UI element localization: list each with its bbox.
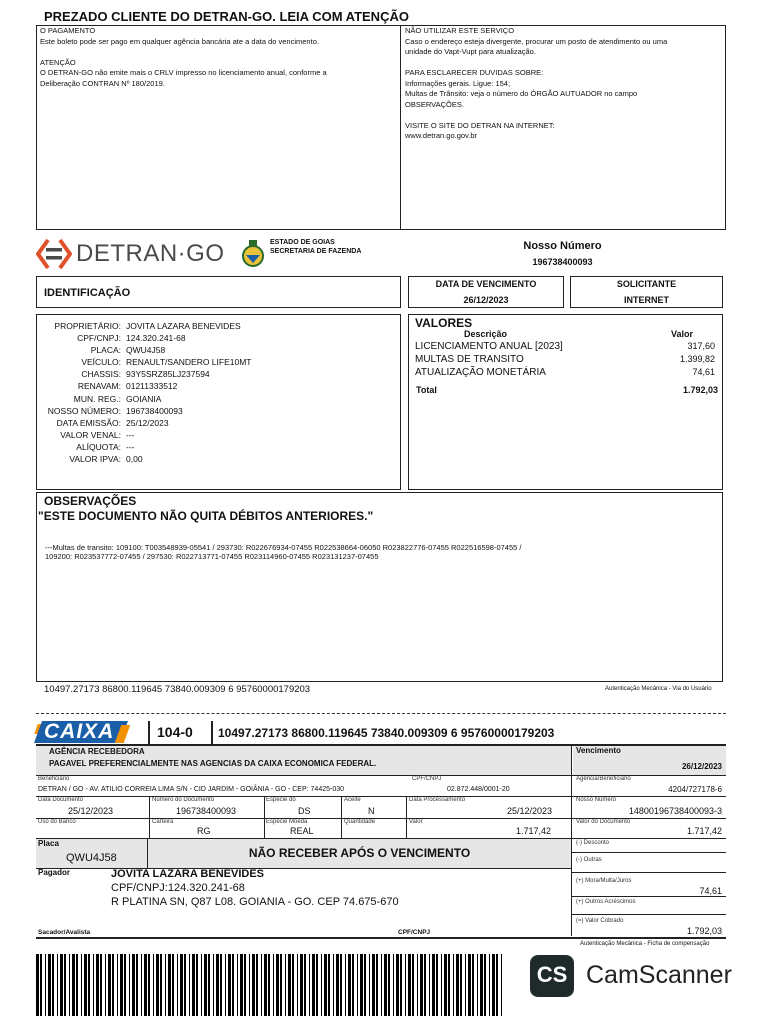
notice-left	[40, 26, 395, 89]
aceite-value: N	[368, 806, 375, 816]
cobrado-value: 1.792,03	[686, 926, 722, 936]
desconto-label: (-) Desconto	[576, 840, 610, 846]
barcode-bar	[225, 954, 226, 1016]
vencimento-box	[408, 276, 564, 308]
detail-value: ---	[126, 441, 135, 452]
identificacao-label: IDENTIFICAÇÃO	[44, 287, 131, 299]
detail-label: CHASSIS:	[81, 369, 121, 380]
barcode-bar	[328, 954, 330, 1016]
barcode-bar	[405, 954, 406, 1016]
barcode-bar	[64, 954, 66, 1016]
barcode-bar	[432, 954, 435, 1016]
detail-row	[37, 380, 397, 392]
valores-total-label: Total	[416, 385, 437, 395]
autenticacao-top: Autenticação Mecânica - Via do Usuário	[605, 686, 712, 692]
barcode-bar	[352, 954, 354, 1016]
barcode-bar	[160, 954, 162, 1016]
usobanco-label: Uso do Banco	[38, 819, 76, 825]
notice-right-line	[405, 110, 723, 121]
detail-value: QWU4J58	[126, 345, 166, 356]
barcode-bar	[285, 954, 286, 1016]
barcode-bar	[357, 954, 358, 1016]
barcode-bar	[465, 954, 466, 1016]
barcode-bar	[244, 954, 246, 1016]
notice-right-line	[405, 58, 723, 69]
detail-value: RENAULT/SANDERO LIFE10MT	[126, 357, 252, 368]
notice-left-line: Deliberação CONTRAN Nº 180/2019.	[40, 78, 165, 88]
barcode-bar	[453, 954, 454, 1016]
observacoes-line2: 109200: R023537772-07455 / 297530: R022713771-07455 R023114960-07455 R023131237-07455	[45, 552, 379, 561]
barcode-bar	[141, 954, 142, 1016]
barcode-bar	[400, 954, 402, 1016]
barcode-bar	[489, 954, 490, 1016]
valor-item-value: 317,60	[687, 341, 715, 351]
linha-digitavel-top: 10497.27173 86800.119645 73840.009309 6 95760000179203	[44, 684, 311, 695]
barcode-bar	[324, 954, 327, 1016]
barcode-bar	[316, 954, 318, 1016]
barcode-bar	[477, 954, 478, 1016]
ficha-venc-value: 26/12/2023	[681, 762, 722, 771]
barcode-bar	[120, 954, 123, 1016]
valor-item-desc: MULTAS DE TRANSITO	[415, 354, 524, 365]
detail-label: VEÍCULO:	[81, 357, 121, 368]
detail-value: 196738400093	[126, 405, 183, 416]
barcode-bar	[280, 954, 282, 1016]
agencia-value: PAGAVEL PREFERENCIALMENTE NAS AGENCIAS DA CAIXA ECONOMICA FEDERAL.	[49, 759, 377, 768]
notice-right-line: OBSERVAÇÕES.	[405, 99, 464, 109]
detail-label: DATA EMISSÃO:	[56, 417, 121, 428]
ficha-venc-label: Vencimento	[576, 746, 621, 755]
barcode-bar	[96, 954, 99, 1016]
barcode-bar	[496, 954, 498, 1016]
camscanner-watermark	[530, 955, 750, 999]
vencimento-value: 26/12/2023	[463, 295, 509, 305]
carteira-label: Carteira	[152, 819, 174, 825]
barcode-bar	[364, 954, 366, 1016]
valor-item-row	[415, 340, 715, 353]
barcode-bar	[292, 954, 294, 1016]
placa-label: Placa	[38, 839, 59, 848]
barcode-bar	[57, 954, 58, 1016]
barcode-bar	[105, 954, 106, 1016]
barcode-bar	[40, 954, 42, 1016]
agencia-label: AGÊNCIA RECEBEDORA	[49, 747, 145, 756]
valores-items	[415, 340, 715, 379]
barcode-bar	[444, 954, 447, 1016]
barcode-bar	[492, 954, 495, 1016]
barcode-bar	[273, 954, 274, 1016]
notice-left-line: Este boleto pode ser pago em qualquer agência bancária ate a data do vencimento.	[40, 36, 319, 46]
barcode-bar	[369, 954, 370, 1016]
valor-item-desc: ATUALIZAÇÃO MONETÁRIA	[415, 367, 546, 378]
detail-row	[37, 356, 397, 368]
agcod-label: Agência/Beneficiário	[576, 776, 631, 782]
numdoc-value: 196738400093	[176, 806, 237, 816]
detail-label: ALÍQUOTA:	[76, 441, 121, 452]
datadoc-value: 25/12/2023	[68, 806, 114, 816]
cut-line	[36, 713, 726, 714]
barcode-bar	[60, 954, 63, 1016]
barcode-bar	[240, 954, 243, 1016]
notice-right-line: PARA ESCLARECER DUVIDAS SOBRE:	[405, 68, 544, 77]
valor-item-row	[415, 366, 715, 379]
pagador-label: Pagador	[38, 868, 71, 877]
barcode-bar	[69, 954, 70, 1016]
barcode-bar	[93, 954, 94, 1016]
barcode-bar	[124, 954, 126, 1016]
notice-right-line: www.detran.go.gov.br	[405, 131, 477, 140]
detail-label: CPF/CNPJ:	[77, 333, 121, 344]
page-title: PREZADO CLIENTE DO DETRAN-GO. LEIA COM ATENÇÃO	[44, 9, 409, 24]
barcode-bar	[36, 954, 39, 1016]
datadoc-label: Data Documento	[38, 797, 84, 803]
nosso-label: Nosso Número	[576, 797, 617, 803]
mora-label: (+) Mora/Multa/Juros	[576, 878, 632, 884]
bank-code: 104-0	[157, 724, 193, 740]
detail-label: VALOR IPVA:	[69, 454, 121, 465]
notice-right-line: unidade do Vapt-Vupt para atualização.	[405, 47, 536, 56]
detran-logo	[36, 236, 226, 272]
detail-row	[37, 441, 397, 453]
barcode-bar	[321, 954, 322, 1016]
barcode-bar	[192, 954, 195, 1016]
state-line1: ESTADO DE GOIAS	[270, 239, 335, 246]
barcode-bar	[288, 954, 291, 1016]
barcode-bar	[297, 954, 298, 1016]
barcode-bar	[108, 954, 111, 1016]
notice-right	[405, 26, 723, 142]
barcode-bar	[429, 954, 430, 1016]
details-box	[36, 314, 401, 490]
barcode-bar	[81, 954, 82, 1016]
barcode-bar	[276, 954, 279, 1016]
dataproc-label: Data Processamento	[409, 797, 466, 803]
barcode-bar	[412, 954, 414, 1016]
barcode-bar	[249, 954, 250, 1016]
valor-value: 1.717,42	[516, 826, 552, 836]
camscanner-badge-icon	[530, 955, 574, 997]
barcode-bar	[117, 954, 118, 1016]
barcode-bar	[336, 954, 339, 1016]
observacoes-headline: "ESTE DOCUMENTO NÃO QUITA DÉBITOS ANTERIORES."	[38, 509, 374, 523]
state-emblem-icon	[240, 238, 266, 272]
pagador-name: JOVITA LAZARA BENEVIDES	[111, 868, 264, 880]
barcode-bar	[388, 954, 390, 1016]
barcode-bar	[112, 954, 114, 1016]
observacoes-line1: ---Multas de transito: 109100: T003548939-05541 / 293730: R022676934-07455 R022538664-06050 R023822776-07455 R022516598-07455 /	[45, 543, 522, 552]
barcode-bar	[136, 954, 138, 1016]
barcode-bar	[172, 954, 174, 1016]
barcode-bar	[300, 954, 303, 1016]
caixa-logo	[36, 721, 148, 745]
nao-receber-text: NÃO RECEBER APÓS O VENCIMENTO	[248, 846, 471, 860]
barcode-bar	[72, 954, 75, 1016]
valores-box	[408, 314, 723, 490]
barcode-bar	[456, 954, 459, 1016]
placa-value: QWU4J58	[66, 852, 117, 864]
barcode-bar	[100, 954, 102, 1016]
barcode	[36, 954, 506, 1016]
barcode-bar	[384, 954, 387, 1016]
barcode-bar	[348, 954, 351, 1016]
barcode-bar	[501, 954, 502, 1016]
barcode-bar	[252, 954, 255, 1016]
camscanner-badge-text: CS	[536, 962, 568, 987]
details-list	[37, 320, 397, 465]
dataproc-value: 25/12/2023	[507, 806, 553, 816]
barcode-bar	[165, 954, 166, 1016]
barcode-bar	[468, 954, 471, 1016]
notice-left-line: O PAGAMENTO	[40, 26, 96, 35]
barcode-bar	[312, 954, 315, 1016]
barcode-bar	[309, 954, 310, 1016]
pagador-endereco: R PLATINA SN, Q87 L08. GOIANIA - GO. CEP 74.675-670	[111, 896, 399, 908]
detail-row	[37, 417, 397, 429]
barcode-bar	[220, 954, 222, 1016]
bank-linha-digitavel: 10497.27173 86800.119645 73840.009309 6 95760000179203	[218, 726, 555, 740]
benef-label: Beneficiário	[38, 776, 70, 782]
cobrado-label: (=) Valor Cobrado	[576, 918, 624, 924]
barcode-bar	[213, 954, 214, 1016]
notice-right-line: Caso o endereço esteja divergente, procurar um posto de atendimento ou uma	[405, 36, 668, 46]
valores-col-desc: Descrição	[464, 329, 508, 339]
barcode-bar	[76, 954, 78, 1016]
cpfcnpj-value: 02.872.448/0001-20	[447, 786, 510, 793]
notice-box	[36, 25, 726, 230]
barcode-bar	[340, 954, 342, 1016]
barcode-bar	[52, 954, 54, 1016]
carteira-value: RG	[197, 826, 211, 836]
barcode-bar	[441, 954, 442, 1016]
barcode-bar	[204, 954, 207, 1016]
barcode-bar	[84, 954, 87, 1016]
solicitante-label: SOLICITANTE	[616, 279, 677, 289]
barcode-bar	[208, 954, 210, 1016]
detail-row	[37, 429, 397, 441]
barcode-bar	[45, 954, 46, 1016]
detail-label: PROPRIETÁRIO:	[54, 321, 121, 331]
valor-item-value: 74,61	[692, 367, 715, 377]
identificacao-box	[36, 276, 401, 308]
barcode-bar	[376, 954, 378, 1016]
detail-value: 93Y5SRZ85LJ237594	[126, 369, 210, 380]
barcode-bar	[232, 954, 234, 1016]
notice-right-line: Informações gerais. Ligue: 154;	[405, 78, 511, 88]
valordoc-value: 1.717,42	[686, 826, 722, 836]
detail-label: RENAVAM:	[77, 381, 121, 392]
barcode-bar	[393, 954, 394, 1016]
barcode-bar	[184, 954, 186, 1016]
valores-col-valor: Valor	[671, 329, 694, 339]
especiemoeda-value: REAL	[290, 826, 314, 836]
detail-value: ---	[126, 429, 135, 440]
benef-value: DETRAN / GO - AV. ATILIO CORREIA LIMA S/N - CID JARDIM - GOIÂNIA - GO - CEP: 74425-030	[38, 786, 345, 793]
solicitante-box	[570, 276, 723, 308]
detail-label: PLACA:	[90, 345, 121, 356]
nosso-numero-value: 196738400093	[532, 257, 593, 267]
especie-value: DS	[298, 806, 311, 816]
barcode-bar	[264, 954, 267, 1016]
numdoc-label: Número do Documento	[152, 797, 215, 803]
detail-label: VALOR VENAL:	[60, 429, 121, 440]
barcode-bar	[436, 954, 438, 1016]
barcode-bar	[180, 954, 183, 1016]
barcode-bar	[168, 954, 171, 1016]
barcode-bar	[381, 954, 382, 1016]
barcode-bar	[408, 954, 411, 1016]
barcode-bar	[345, 954, 346, 1016]
barcode-bar	[189, 954, 190, 1016]
solicitante-value: INTERNET	[624, 295, 669, 305]
valor-item-row	[415, 353, 715, 366]
nosso-numero-label: Nosso Número	[523, 240, 602, 252]
detail-value: GOIANIA	[126, 393, 162, 404]
detail-row	[37, 368, 397, 380]
detail-value: 0,00	[126, 454, 143, 465]
acrescimos-label: (+) Outros Acréscimos	[576, 899, 636, 905]
detail-value: JOVITA LAZARA BENEVIDES	[126, 321, 241, 331]
barcode-bar	[201, 954, 202, 1016]
vencimento-label: DATA DE VENCIMENTO	[435, 279, 537, 289]
barcode-bar	[420, 954, 423, 1016]
notice-right-line: Multas de Trânsito: veja o número do ÓRGÃO AUTUADOR no campo	[405, 89, 638, 98]
quantidade-label: Quantidade	[344, 819, 376, 825]
detran-wordmark: DETRAN·GO	[76, 240, 225, 267]
valores-title: VALORES	[415, 316, 473, 330]
detail-row	[37, 393, 397, 405]
barcode-bar	[144, 954, 147, 1016]
barcode-bar	[129, 954, 130, 1016]
observacoes-title: OBSERVAÇÕES	[44, 494, 137, 508]
barcode-bar	[372, 954, 375, 1016]
valores-total-value: 1.792,03	[682, 385, 718, 395]
cpfcnpj-label: CPF/CNPJ	[412, 776, 442, 782]
barcode-bar	[132, 954, 135, 1016]
barcode-bar	[333, 954, 334, 1016]
aceite-label: Aceite	[344, 797, 361, 803]
barcode-bar	[448, 954, 450, 1016]
cpfcnpj2-label: CPF/CNPJ	[398, 929, 431, 936]
barcode-bar	[261, 954, 262, 1016]
barcode-bar	[417, 954, 418, 1016]
detail-row	[37, 453, 397, 465]
barcode-bar	[484, 954, 486, 1016]
barcode-bar	[48, 954, 51, 1016]
especie-label: Espécie do	[266, 797, 296, 803]
barcode-bar	[256, 954, 258, 1016]
barcode-bar	[216, 954, 219, 1016]
barcode-bar	[237, 954, 238, 1016]
valor-item-desc: LICENCIAMENTO ANUAL [2023]	[415, 341, 563, 352]
detail-value: 25/12/2023	[126, 417, 169, 428]
barcode-bar	[424, 954, 426, 1016]
barcode-bar	[360, 954, 363, 1016]
detail-label: NOSSO NÚMERO:	[47, 405, 121, 416]
barcode-bar	[460, 954, 462, 1016]
valor-item-value: 1.399,82	[679, 354, 715, 364]
autenticacao-ficha: Autenticação Mecânica - Ficha de compensação	[580, 941, 710, 947]
barcode-bar	[148, 954, 150, 1016]
barcode-bar	[396, 954, 399, 1016]
mora-value: 74,61	[699, 886, 722, 896]
detail-label: MUN. REG.:	[73, 393, 121, 404]
observacoes-box	[36, 492, 723, 682]
detail-row	[37, 405, 397, 417]
pagador-cpf: CPF/CNPJ:124.320.241-68	[111, 882, 245, 894]
barcode-bar	[228, 954, 231, 1016]
state-line2: SECRETARIA DE FAZENDA	[270, 248, 362, 255]
detail-row	[37, 332, 397, 344]
sacador-label: Sacador/Avalista	[38, 929, 91, 936]
barcode-bar	[304, 954, 306, 1016]
barcode-bar	[480, 954, 483, 1016]
barcode-bar	[153, 954, 154, 1016]
detail-value: 124.320.241-68	[126, 333, 186, 344]
notice-left-line: O DETRAN-GO não emite mais o CRLV impresso no licenciamento anual, conforme a	[40, 68, 327, 77]
barcode-bar	[472, 954, 474, 1016]
outras-label: (-) Outras	[576, 857, 602, 863]
agcod-value: 4204/727178-6	[668, 785, 722, 794]
camscanner-text: CamScanner	[586, 961, 732, 989]
detran-arrows-icon	[36, 236, 72, 272]
barcode-bar	[196, 954, 198, 1016]
especiemoeda-label: Espécie Moeda	[266, 819, 308, 825]
barcode-bar	[268, 954, 270, 1016]
barcode-bar	[88, 954, 90, 1016]
detail-row	[37, 344, 397, 356]
valor-label: Valor	[409, 819, 423, 825]
notice-right-line: VISITE O SITE DO DETRAN NA INTERNET:	[405, 120, 555, 130]
notice-left-line	[40, 47, 395, 58]
barcode-bar	[177, 954, 178, 1016]
notice-right-line: NÃO UTILIZAR ESTE SERVIÇO	[405, 26, 515, 35]
caixa-wordmark: CAIXA	[44, 720, 115, 743]
detail-value: 01211333512	[126, 381, 178, 392]
nosso-value: 14800196738400093-3	[628, 806, 722, 816]
barcode-bar	[156, 954, 159, 1016]
valordoc-label: Valor do Documento	[576, 819, 631, 825]
notice-left-line: ATENÇÃO	[40, 57, 76, 67]
detail-row	[37, 320, 397, 332]
